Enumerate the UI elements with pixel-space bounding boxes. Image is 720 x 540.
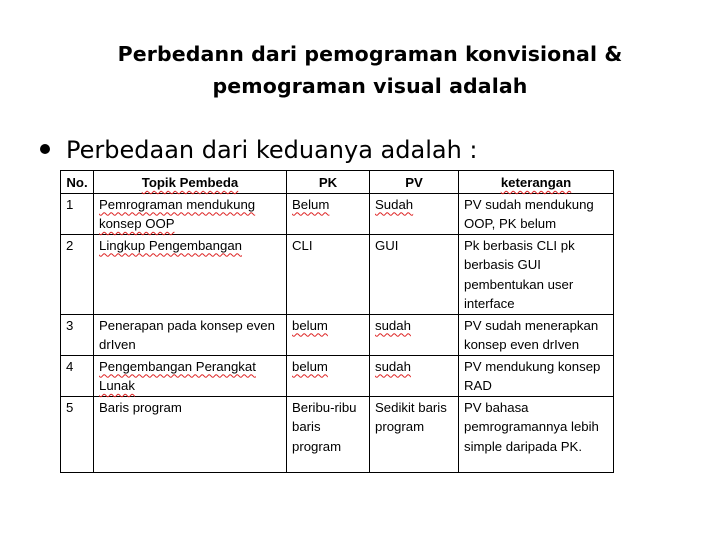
- cell-no: 1: [61, 193, 94, 234]
- title-line-1: Perbedann dari pemograman konvisional &: [117, 42, 623, 66]
- cell-pk: belum: [287, 355, 370, 396]
- cell-topik: Penerapan pada konsep even drIven: [94, 314, 287, 355]
- cell-keterangan: PV mendukung konsep RAD: [459, 355, 614, 396]
- header-topik: Topik Pembeda: [94, 171, 287, 194]
- cell-pk: Beribu-ribu baris program: [287, 396, 370, 472]
- cell-no: 2: [61, 234, 94, 314]
- bullet-dot-icon: [40, 144, 50, 154]
- header-pv: PV: [370, 171, 459, 194]
- cell-pk: Belum: [287, 193, 370, 234]
- table-row: [61, 396, 614, 472]
- cell-no: 5: [61, 396, 94, 472]
- cell-pv: Sudah: [370, 193, 459, 234]
- cell-keterangan: PV sudah menerapkan konsep even drIven: [459, 314, 614, 355]
- cell-no: 4: [61, 355, 94, 396]
- cell-keterangan: Pk berbasis CLI pk berbasis GUI pembentukan user interface: [459, 234, 614, 314]
- cell-pk: belum: [287, 314, 370, 355]
- cell-pv: sudah: [370, 314, 459, 355]
- cell-topik: Pemrograman mendukung konsep OOP: [94, 193, 287, 234]
- slide-title: [60, 38, 680, 102]
- table-row: [61, 193, 614, 234]
- header-no: No.: [61, 171, 94, 194]
- table-row: [61, 314, 614, 355]
- cell-topik: Lingkup Pengembangan: [94, 234, 287, 314]
- cell-pv: Sedikit baris program: [370, 396, 459, 472]
- table-row: [61, 355, 614, 396]
- cell-pk: CLI: [287, 234, 370, 314]
- table-header-row: [61, 171, 614, 194]
- table-row: [61, 234, 614, 314]
- cell-pv: GUI: [370, 234, 459, 314]
- cell-no: 3: [61, 314, 94, 355]
- title-line-2: pemograman visual adalah: [212, 74, 528, 98]
- bullet-point: [40, 133, 478, 167]
- comparison-table: [60, 170, 614, 473]
- header-pk: PK: [287, 171, 370, 194]
- cell-topik: Baris program: [94, 396, 287, 472]
- cell-keterangan: PV sudah mendukung OOP, PK belum: [459, 193, 614, 234]
- cell-keterangan: PV bahasa pemrogramannya lebih simple daripada PK.: [459, 396, 614, 472]
- cell-pv: sudah: [370, 355, 459, 396]
- bullet-text: Perbedaan dari keduanya adalah :: [66, 136, 478, 164]
- cell-topik: Pengembangan Perangkat Lunak: [94, 355, 287, 396]
- header-keterangan: keterangan: [459, 171, 614, 194]
